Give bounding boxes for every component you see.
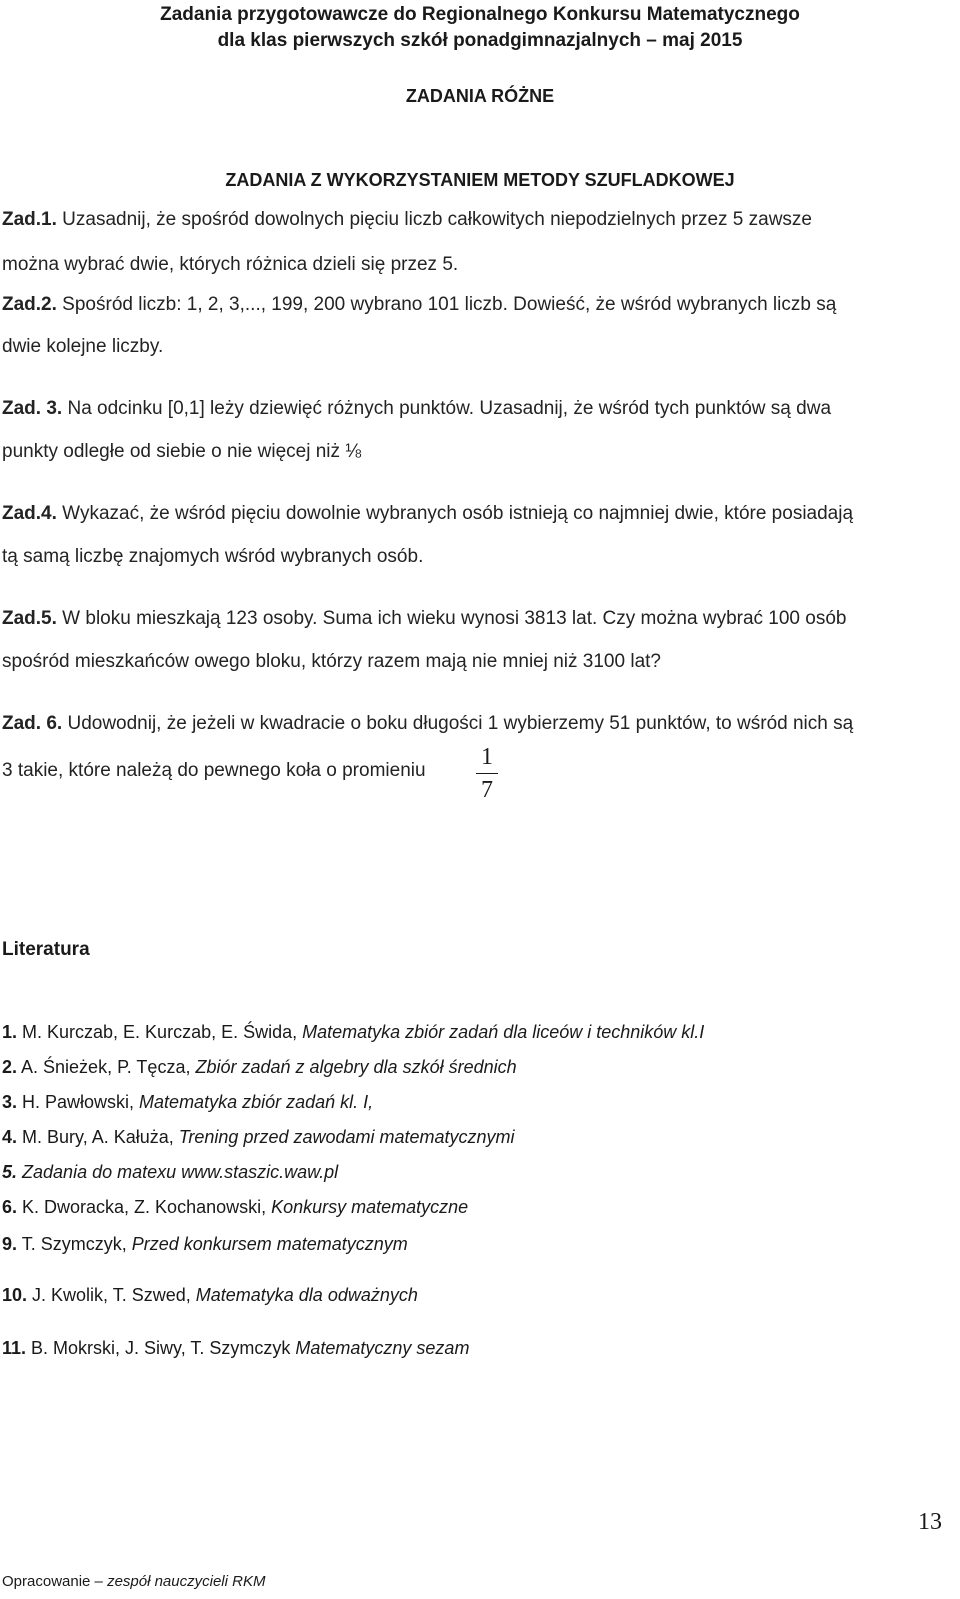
literature-item-authors: H. Pawłowski,: [17, 1092, 140, 1112]
literature-item-title: Matematyka zbiór zadań dla liceów i techników kl.I: [302, 1022, 705, 1042]
task-label: Zad.1.: [2, 209, 57, 230]
section-title: ZADANIA RÓŻNE: [405, 86, 555, 106]
task-text: W bloku mieszkają 123 osoby. Suma ich wieku wynosi 3813 lat. Czy można wybrać 100 osób: [56, 608, 847, 629]
task-4-line-1: [2, 503, 942, 525]
task-label: Zad.2.: [2, 294, 57, 315]
task-2-line-1: [2, 294, 942, 316]
literature-item: [2, 1127, 515, 1148]
task-3-line-2: punkty odległe od siebie o nie więcej niż ⅛: [2, 441, 362, 462]
task-label: Zad.4.: [2, 503, 57, 524]
task-3-line-1: [2, 398, 942, 420]
task-label: Zad. 6.: [2, 713, 63, 734]
task-text: Spośród liczb: 1, 2, 3,..., 199, 200 wybrano 101 liczb. Dowieść, że wśród wybranych liczb są: [56, 294, 837, 315]
literature-item: [2, 1022, 704, 1043]
fraction-numerator: 1: [481, 744, 493, 770]
footer-prefix: Opracowanie –: [2, 1573, 108, 1590]
literature-item: [2, 1092, 373, 1113]
literature-item-number: 1.: [2, 1022, 18, 1042]
literature-item-title: Matematyczny sezam: [295, 1338, 470, 1358]
literature-item: [2, 1234, 408, 1255]
literature-item-authors: B. Mokrski, J. Siwy, T. Szymczyk: [26, 1338, 296, 1358]
task-label: Zad.5.: [2, 608, 57, 629]
fraction-denominator: 7: [481, 777, 493, 803]
literature-item-number: 2.: [2, 1057, 18, 1077]
task-6-line-2: 3 takie, które należą do pewnego koła o promieniu: [2, 760, 426, 781]
task-label: Zad. 3.: [2, 398, 63, 419]
literature-item-number: 10.: [2, 1285, 28, 1305]
footer-author: zespół nauczycieli RKM: [107, 1573, 266, 1590]
task-1-line-2: można wybrać dwie, których różnica dzieli się przez 5.: [2, 254, 459, 275]
literature-item-authors: M. Kurczab, E. Kurczab, E. Świda,: [17, 1022, 303, 1042]
literature-item-title: Zbiór zadań z algebry dla szkół średnich: [195, 1057, 517, 1077]
literature-item-title: Konkursy matematyczne: [271, 1197, 469, 1217]
literature-item-title: Przed konkursem matematycznym: [131, 1234, 408, 1254]
literature-item: [2, 1285, 418, 1306]
fraction-one-seventh: [476, 743, 498, 804]
literature-item-authors: J. Kwolik, T. Szwed,: [27, 1285, 196, 1305]
literature-item-title: Trening przed zawodami matematycznymi: [178, 1127, 515, 1147]
page-footer: [2, 1573, 265, 1590]
literature-item-authors: T. Szymczyk,: [17, 1234, 132, 1254]
document-header-line-1: Zadania przygotowawcze do Regionalnego Konkursu Matematycznego: [160, 4, 800, 25]
task-1-line-1: [2, 209, 942, 231]
document-header-line-2: dla klas pierwszych szkół ponadgimnazjalnych – maj 2015: [217, 30, 743, 51]
literature-item-title: Matematyka zbiór zadań kl. I,: [139, 1092, 374, 1112]
literature-item: [2, 1162, 338, 1183]
task-text: Na odcinku [0,1] leży dziewięć różnych punktów. Uzasadnij, że wśród tych punktów są dwa: [62, 398, 832, 419]
task-2-line-2: dwie kolejne liczby.: [2, 336, 164, 357]
literature-item-authors: A. Śnieżek, P. Tęcza,: [17, 1057, 196, 1077]
literature-item-number: 4.: [2, 1127, 18, 1147]
task-5-line-1: [2, 608, 942, 630]
literature-item-authors: K. Dworacka, Z. Kochanowski,: [17, 1197, 272, 1217]
task-5-line-2: spośród mieszkańców owego bloku, którzy razem mają nie mniej niż 3100 lat?: [2, 651, 661, 672]
literature-title: Literatura: [2, 939, 90, 960]
subsection-title: ZADANIA Z WYKORZYSTANIEM METODY SZUFLADKOWEJ: [225, 170, 735, 190]
literature-item: [2, 1057, 517, 1078]
task-text: Wykazać, że wśród pięciu dowolnie wybranych osób istnieją co najmniej dwie, które posiadają: [56, 503, 854, 524]
task-4-line-2: tą samą liczbę znajomych wśród wybranych osób.: [2, 546, 424, 567]
literature-item-number: 11.: [2, 1338, 27, 1358]
literature-item: [2, 1197, 468, 1218]
task-text: Uzasadnij, że spośród dowolnych pięciu liczb całkowitych niepodzielnych przez 5 zawsze: [56, 209, 812, 230]
literature-item: [2, 1338, 469, 1359]
fraction-bar: [476, 773, 498, 774]
literature-item-number: 5.: [2, 1162, 18, 1182]
literature-item-number: 6.: [2, 1197, 18, 1217]
page-number: 13: [918, 1509, 942, 1535]
literature-item-title: Zadania do matexu www.staszic.waw.pl: [22, 1162, 339, 1182]
literature-item-authors: M. Bury, A. Kałuża,: [17, 1127, 179, 1147]
task-6-line-1: [2, 713, 942, 735]
literature-item-number: 3.: [2, 1092, 18, 1112]
literature-item-title: Matematyka dla odważnych: [195, 1285, 418, 1305]
literature-item-number: 9.: [2, 1234, 18, 1254]
task-text: Udowodnij, że jeżeli w kwadracie o boku długości 1 wybierzemy 51 punktów, to wśród nich są: [62, 713, 854, 734]
